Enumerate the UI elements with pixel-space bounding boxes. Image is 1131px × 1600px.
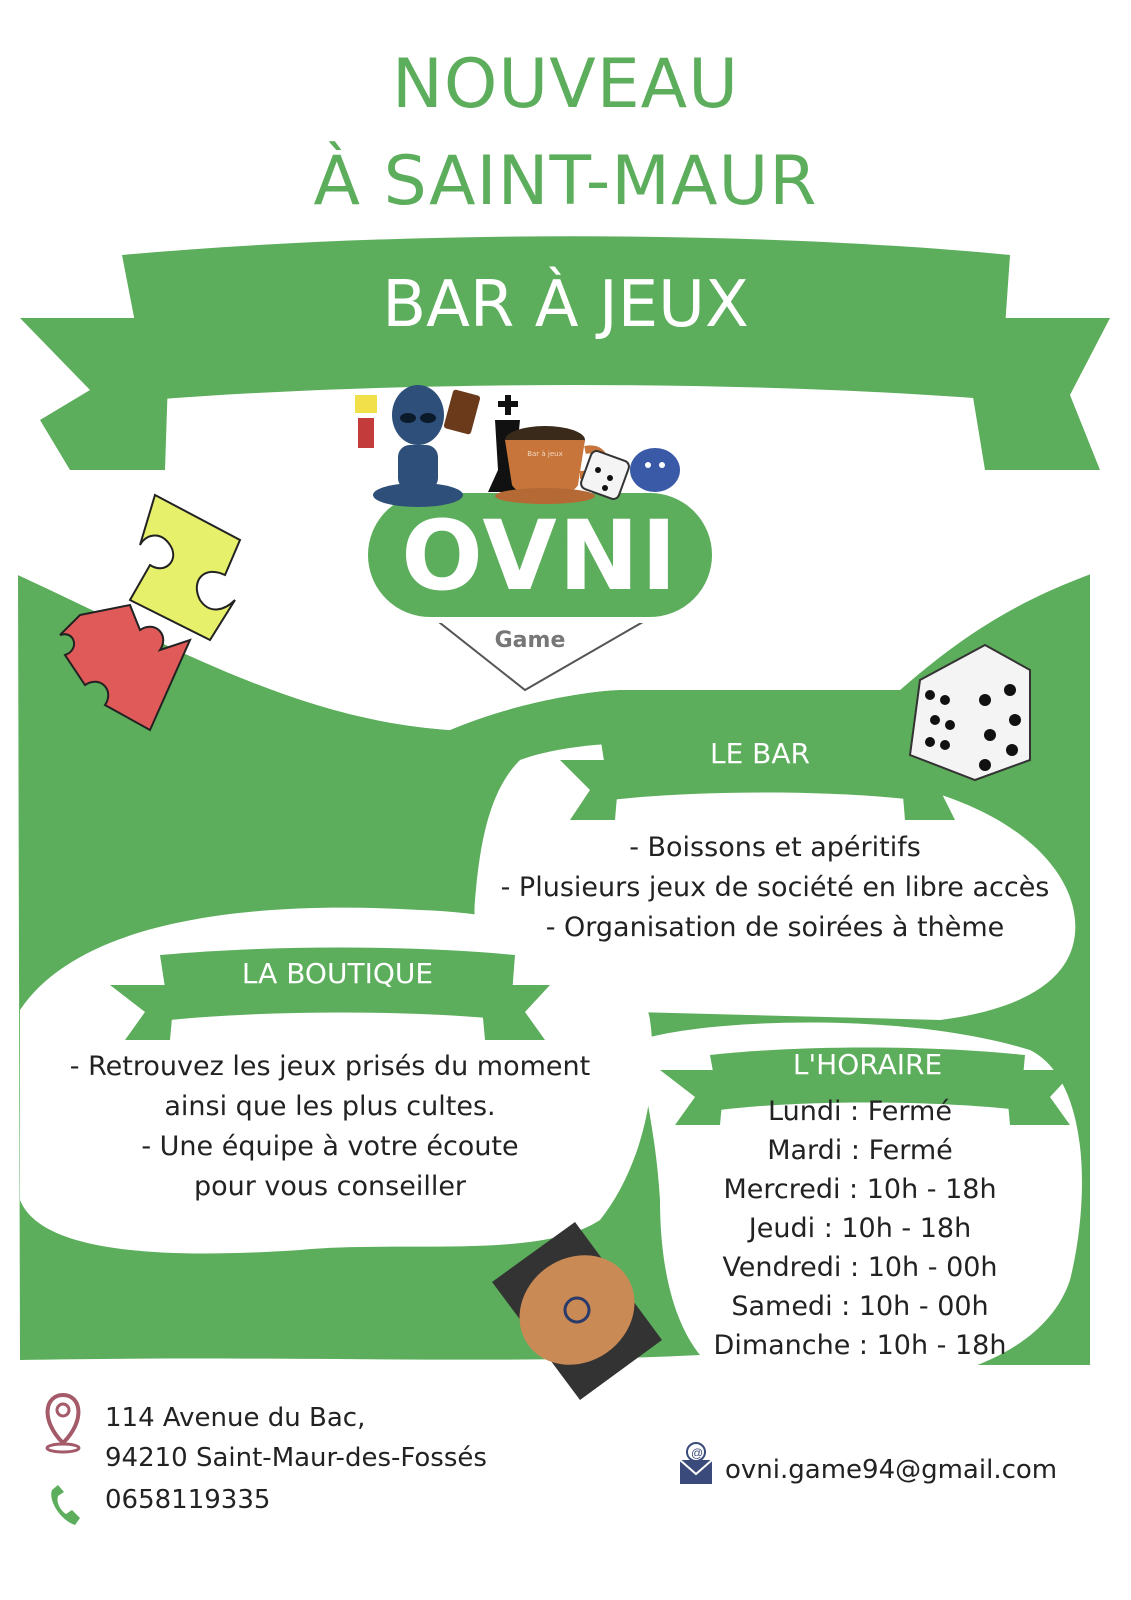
address-line-2: 94210 Saint-Maur-des-Fossés <box>105 1443 487 1473</box>
main-banner-title: BAR À JEUX <box>382 268 749 342</box>
le-bar-list <box>480 828 1070 948</box>
le-bar-item: - Plusieurs jeux de société en libre accès <box>500 872 1050 903</box>
horaire-day: Mardi : Fermé <box>767 1135 953 1166</box>
cup-text: Bar à jeux <box>527 450 563 458</box>
horaire-day: Samedi : 10h - 00h <box>731 1291 989 1322</box>
boutique-line: - Retrouvez les jeux prisés du moment <box>69 1051 591 1082</box>
address-line-1: 114 Avenue du Bac, <box>105 1403 366 1433</box>
le-bar-item: - Boissons et apéritifs <box>629 832 921 863</box>
le-bar-item: - Organisation de soirées à thème <box>545 912 1005 943</box>
la-boutique-text <box>40 1047 620 1207</box>
la-boutique-title: LA BOUTIQUE <box>241 957 434 990</box>
boutique-line: ainsi que les plus cultes. <box>164 1091 496 1122</box>
horaire-day: Lundi : Fermé <box>768 1096 952 1127</box>
headline-saint-maur: À SAINT-MAUR <box>313 142 818 221</box>
phone-number[interactable]: 0658119335 <box>105 1485 271 1515</box>
svg-text:@: @ <box>691 1446 704 1460</box>
boutique-line: - Une équipe à votre écoute <box>141 1131 519 1162</box>
horaire-day: Mercredi : 10h - 18h <box>723 1174 997 1205</box>
horaire-day: Dimanche : 10h - 18h <box>713 1330 1007 1361</box>
logo-name: OVNI <box>401 500 679 612</box>
horaire-title: L'HORAIRE <box>792 1048 943 1081</box>
horaire-list <box>690 1092 1030 1365</box>
email-address[interactable]: ovni.game94@gmail.com <box>725 1455 1058 1485</box>
boutique-line: pour vous conseiller <box>193 1171 467 1202</box>
logo-subtitle: Game <box>494 628 566 653</box>
headline-nouveau: NOUVEAU <box>392 45 739 124</box>
horaire-day: Vendredi : 10h - 00h <box>722 1252 998 1283</box>
le-bar-title: LE BAR <box>709 737 810 770</box>
horaire-day: Jeudi : 10h - 18h <box>748 1213 972 1244</box>
